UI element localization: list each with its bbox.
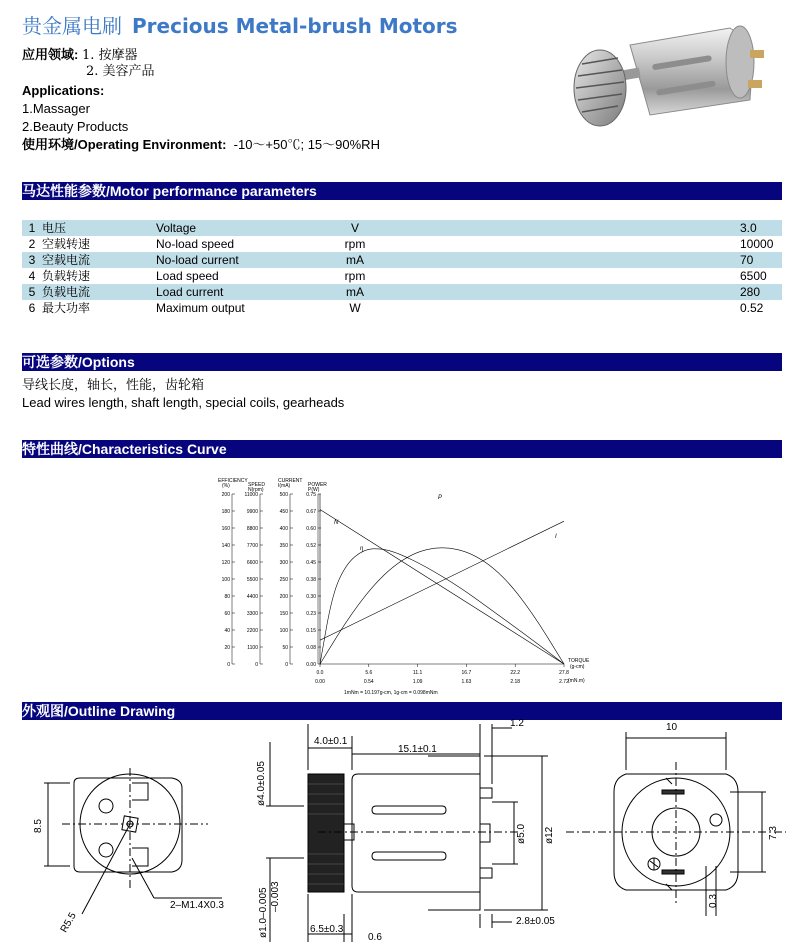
efficiency-tick: 180 bbox=[221, 509, 230, 515]
chart-torque-unit-2: (mN.m) bbox=[568, 678, 585, 684]
speed-tick: 11000 bbox=[244, 492, 258, 498]
efficiency-tick: 200 bbox=[221, 492, 230, 498]
table-row bbox=[22, 236, 782, 252]
torque-tick-mnm: 1.63 bbox=[461, 679, 472, 685]
cell-value: 280 bbox=[564, 284, 782, 300]
cell-unit: mA bbox=[296, 252, 414, 268]
dim-4-0: 4.0±0.1 bbox=[314, 736, 348, 747]
cell-cn: 空载电流 bbox=[42, 252, 156, 268]
efficiency-tick: 60 bbox=[224, 611, 230, 617]
curve-series-current bbox=[320, 521, 564, 640]
power-tick: 0.52 bbox=[306, 543, 316, 549]
curve-section-header bbox=[22, 440, 782, 458]
application-1: 1.Massager bbox=[22, 101, 90, 116]
torque-tick-gcm: 5.6 bbox=[365, 670, 373, 676]
application-cn-line-1 bbox=[22, 46, 138, 64]
options-section-title: 可选参数/Options bbox=[22, 354, 135, 370]
cell-no: 3 bbox=[22, 252, 42, 268]
chart-torque-label: TORQUE bbox=[568, 658, 590, 664]
cell-value: 10000 bbox=[740, 237, 774, 251]
torque-tick-mnm: 0.00 bbox=[315, 679, 325, 685]
cell-no: 6 bbox=[28, 301, 36, 315]
application-cn-2: 2. 美容产品 bbox=[86, 64, 155, 79]
speed-tick: 5500 bbox=[246, 577, 258, 583]
torque-tick-mnm: 2.18 bbox=[510, 679, 521, 685]
performance-section-header bbox=[22, 182, 782, 200]
cell-en: No-load speed bbox=[156, 237, 235, 251]
current-tick: 150 bbox=[279, 611, 288, 617]
chart-header-efficiency-unit: (%) bbox=[222, 483, 230, 489]
power-tick: 0.45 bbox=[306, 560, 316, 566]
cell-en: No-load current bbox=[156, 252, 296, 268]
application-cn-label: 应用领域: bbox=[22, 47, 79, 62]
torque-tick-gcm: 11.1 bbox=[412, 670, 423, 676]
cell-spacer bbox=[414, 300, 564, 316]
dim-d5-0: ø5.0 bbox=[516, 823, 527, 844]
speed-tick: 1100 bbox=[247, 645, 258, 651]
torque-tick-mnm: 2.72 bbox=[559, 679, 569, 685]
curve-label-p: P bbox=[438, 495, 443, 501]
chart-header-power: POWER bbox=[308, 482, 327, 488]
dim-15-1: 15.1±0.1 bbox=[398, 744, 437, 755]
dim-tolerance: –0.003 bbox=[270, 881, 281, 912]
curve-section-title: 特性曲线/Characteristics Curve bbox=[22, 441, 227, 457]
efficiency-tick: 140 bbox=[221, 543, 230, 549]
speed-tick: 6600 bbox=[246, 560, 258, 566]
cell-cn: 最大功率 bbox=[42, 301, 91, 315]
cell-unit: mA bbox=[296, 284, 414, 300]
chart-header-power-unit: P(W) bbox=[308, 487, 320, 493]
current-tick: 200 bbox=[279, 594, 288, 600]
cell-cn: 空载转速 bbox=[42, 237, 91, 251]
current-tick: 0 bbox=[285, 662, 288, 668]
cell-spacer bbox=[414, 284, 564, 300]
dim-1-2: 1.2 bbox=[510, 718, 524, 729]
cell-unit: rpm bbox=[344, 269, 366, 283]
dim-d4-0: ø4.0±0.05 bbox=[256, 761, 267, 806]
cell-no: 1 bbox=[22, 220, 42, 236]
cell-cn: 负载电流 bbox=[42, 284, 156, 300]
current-tick: 100 bbox=[279, 628, 288, 634]
page-title bbox=[22, 10, 458, 39]
dim-10: 10 bbox=[666, 722, 678, 733]
cell-value: 6500 bbox=[740, 269, 767, 283]
power-tick: 0.67 bbox=[306, 509, 316, 515]
current-tick: 50 bbox=[282, 645, 288, 651]
outline-rear-view bbox=[566, 716, 786, 944]
dim-d12: ø12 bbox=[544, 826, 555, 844]
dim-6-5: 6.5±0.3 bbox=[310, 924, 344, 935]
dim-r5-5: R5.5 bbox=[58, 910, 79, 935]
curve-label-eta: η bbox=[360, 546, 364, 552]
env-label: 使用环境/Operating Environment: bbox=[22, 137, 227, 152]
table-row bbox=[22, 300, 782, 316]
current-tick: 450 bbox=[279, 509, 288, 515]
torque-tick-mnm: 0.54 bbox=[363, 679, 374, 685]
current-tick: 350 bbox=[279, 543, 288, 549]
characteristics-chart bbox=[210, 472, 600, 698]
chart-header-speed-unit: N(rpm) bbox=[248, 487, 264, 493]
speed-tick: 0 bbox=[255, 662, 258, 668]
performance-table bbox=[22, 220, 782, 316]
table-row bbox=[22, 284, 782, 300]
torque-tick-gcm: 22.2 bbox=[510, 670, 521, 676]
efficiency-tick: 20 bbox=[224, 645, 230, 651]
cell-no: 5 bbox=[22, 284, 42, 300]
dim-0-6: 0.6 bbox=[368, 932, 382, 943]
cell-no: 2 bbox=[28, 237, 36, 251]
dim-7-3: 7.3 bbox=[768, 826, 779, 840]
efficiency-tick: 120 bbox=[221, 560, 230, 566]
power-tick: 0.75 bbox=[306, 492, 316, 498]
curve-series-power bbox=[320, 548, 564, 664]
title-en: Precious Metal-brush Motors bbox=[132, 14, 458, 38]
dim-2-8: 2.8±0.05 bbox=[516, 916, 555, 927]
torque-tick-gcm: 0.0 bbox=[316, 670, 324, 676]
curve-series-speed bbox=[320, 509, 564, 664]
chart-header-efficiency: EFFICIENCY bbox=[218, 478, 248, 484]
cell-en: Load current bbox=[156, 284, 296, 300]
cell-unit: W bbox=[349, 301, 361, 315]
env-value: -10～+50℃; 15～90%RH bbox=[233, 137, 380, 152]
power-tick: 0.60 bbox=[306, 526, 316, 532]
cell-no: 4 bbox=[28, 269, 36, 283]
cell-unit: rpm bbox=[344, 237, 366, 251]
power-tick: 0.23 bbox=[306, 611, 316, 617]
curve-label-n: N bbox=[334, 520, 339, 526]
curve-label-i: I bbox=[555, 534, 557, 540]
power-tick: 0.38 bbox=[306, 577, 316, 583]
cell-en: Voltage bbox=[156, 220, 296, 236]
dim-8-5: 8.5 bbox=[33, 819, 44, 833]
efficiency-tick: 0 bbox=[227, 662, 230, 668]
cell-spacer bbox=[414, 220, 564, 236]
efficiency-tick: 80 bbox=[224, 594, 230, 600]
torque-tick-gcm: 16.7 bbox=[461, 670, 472, 676]
cell-spacer bbox=[414, 236, 564, 252]
table-row bbox=[22, 252, 782, 268]
dim-screw: 2–M1.4X0.3 bbox=[170, 900, 224, 911]
chart-header-speed: SPEED bbox=[248, 482, 265, 488]
drawing-section-title: 外观图/Outline Drawing bbox=[22, 703, 176, 719]
cell-en: Load speed bbox=[156, 269, 219, 283]
current-tick: 300 bbox=[279, 560, 288, 566]
chart-torque-unit-1: (g-cm) bbox=[570, 664, 585, 670]
torque-tick-gcm: 27.8 bbox=[559, 670, 569, 676]
outline-front-view bbox=[22, 728, 242, 946]
performance-section-title: 马达性能参数/Motor performance parameters bbox=[22, 183, 317, 199]
outline-side-view bbox=[248, 714, 578, 946]
cell-unit: V bbox=[296, 220, 414, 236]
chart-header-current-unit: I(mA) bbox=[278, 483, 291, 489]
chart-header-current: CURRENT bbox=[278, 478, 303, 484]
efficiency-tick: 40 bbox=[224, 628, 230, 634]
speed-tick: 9900 bbox=[246, 509, 258, 515]
application-cn-1: 1. 按摩器 bbox=[81, 48, 138, 63]
cell-value: 0.52 bbox=[740, 301, 764, 315]
operating-environment bbox=[22, 136, 380, 153]
efficiency-tick: 160 bbox=[221, 526, 230, 532]
power-tick: 0.08 bbox=[306, 645, 316, 651]
speed-tick: 7700 bbox=[246, 543, 258, 549]
speed-tick: 3300 bbox=[246, 611, 258, 617]
current-tick: 500 bbox=[279, 492, 288, 498]
motor-photo bbox=[560, 0, 790, 150]
dim-0-3: 0.3 bbox=[708, 894, 719, 908]
table-row bbox=[22, 268, 782, 284]
options-line-en: Lead wires length, shaft length, special coils, gearheads bbox=[22, 395, 345, 410]
power-tick: 0.15 bbox=[306, 628, 316, 634]
current-tick: 250 bbox=[279, 577, 288, 583]
cell-cn: 负载转速 bbox=[42, 269, 91, 283]
applications-label: Applications: bbox=[22, 83, 105, 98]
current-tick: 400 bbox=[279, 526, 288, 532]
options-line-cn: 导线长度，轴长，性能，齿轮箱 bbox=[22, 377, 205, 392]
options-section-header bbox=[22, 353, 782, 371]
speed-tick: 4400 bbox=[246, 594, 258, 600]
chart-conversion-note: 1mNm = 10.197g-cm, 1g-cm = 0.098mNm bbox=[344, 690, 438, 696]
curve-series-efficiency bbox=[320, 549, 564, 664]
cell-en: Maximum output bbox=[156, 301, 245, 315]
cell-cn: 电压 bbox=[42, 220, 156, 236]
cell-value: 70 bbox=[564, 252, 782, 268]
dim-d1-0: ø1.0–0.005 bbox=[258, 887, 269, 938]
efficiency-tick: 100 bbox=[221, 577, 230, 583]
torque-tick-mnm: 1.09 bbox=[412, 679, 423, 685]
power-tick: 0.30 bbox=[306, 594, 316, 600]
cell-spacer bbox=[414, 268, 564, 284]
table-row bbox=[22, 220, 782, 236]
speed-tick: 8800 bbox=[246, 526, 258, 532]
speed-tick: 2200 bbox=[246, 628, 258, 634]
title-cn: 贵金属电刷 bbox=[22, 14, 122, 38]
cell-value: 3.0 bbox=[564, 220, 782, 236]
cell-spacer bbox=[414, 252, 564, 268]
application-2: 2.Beauty Products bbox=[22, 119, 129, 134]
power-tick: 0.00 bbox=[306, 662, 316, 668]
